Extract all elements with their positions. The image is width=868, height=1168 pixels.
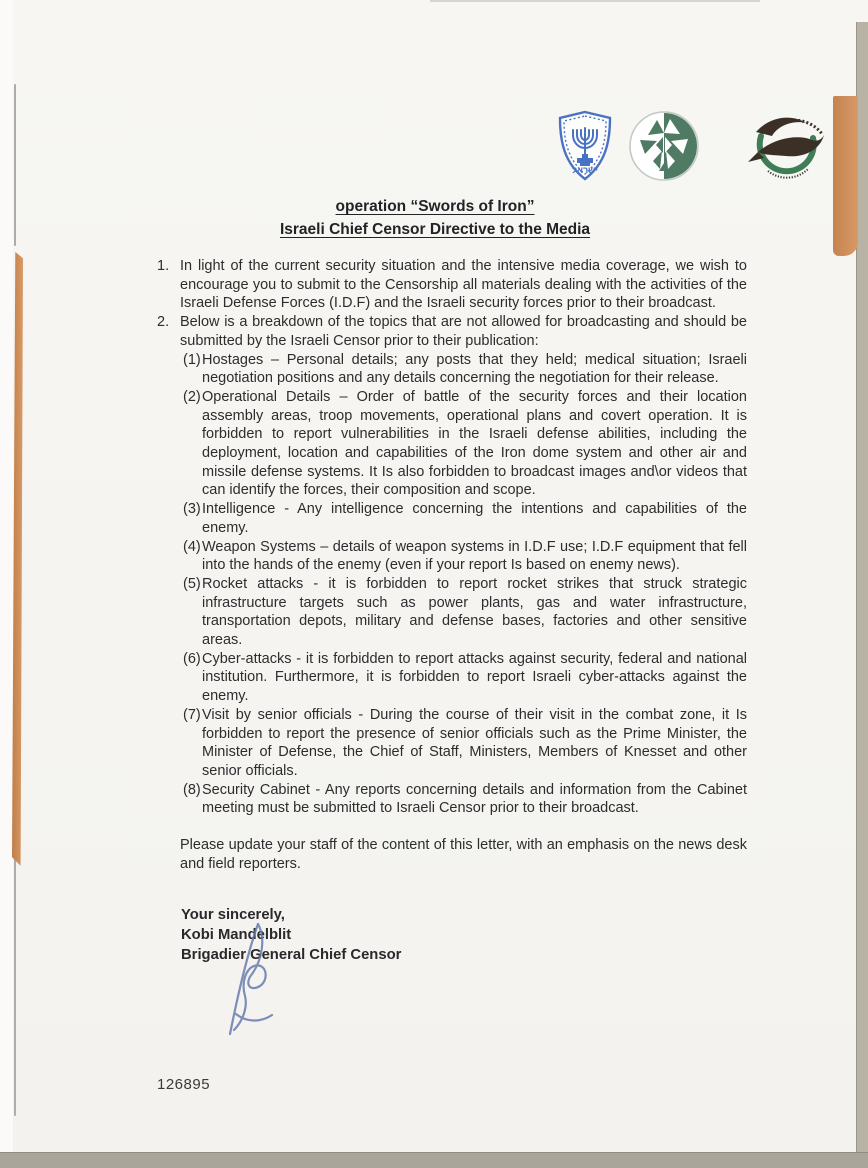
list-item-text: Below is a breakdown of the topics that are not allowed for broadcasting and should be submitted by the Israeli Censor prior to their publication: <box>180 314 747 349</box>
sub-item-text: Hostages – Personal details; any posts that they held; medical situation; Israeli negotiation positions and any details concerning the negotiation for their release. <box>202 351 747 387</box>
sub-item-number: (5) <box>183 575 201 592</box>
israel-state-emblem-icon <box>555 110 615 182</box>
list-item-2 <box>157 313 747 350</box>
document-title-block <box>135 196 735 241</box>
letter-body <box>157 257 747 965</box>
signoff-salutation: Your sincerely, <box>181 906 285 923</box>
sub-item-rocket-attacks <box>183 575 747 650</box>
sub-item-number: (6) <box>183 650 201 667</box>
sub-item-text: Rocket attacks - it is forbidden to report rocket strikes that struck strategic infrastructure targets such as power plants, gas and water infrastructure, transportation depots, military and defense bases, factories and other sensitive areas. <box>202 575 747 649</box>
sub-item-text: Visit by senior officials - During the course of their visit in the combat zone, it Is forbidden to report the presence of senior officials such as the Prime Minister, the Minister of Defense, the Chief of Staff, Ministers, Members of Knesset and other senior officials. <box>202 706 747 779</box>
list-item-1 <box>157 257 747 313</box>
folder-tab-right <box>833 96 858 256</box>
document-subtitle: Israeli Chief Censor Directive to the Media <box>279 220 591 238</box>
scan-edge-bottom <box>0 1152 868 1168</box>
sub-item-text: Security Cabinet - Any reports concerning details and information from the Cabinet meeting must be submitted to Israeli Censor prior to their broadcast. <box>202 781 747 817</box>
sub-item-number: (7) <box>183 706 201 723</box>
reference-number: 126895 <box>157 1076 211 1093</box>
page-edge-line-upper <box>14 84 16 246</box>
sub-item-senior-officials <box>183 706 747 781</box>
sub-item-security-cabinet <box>183 781 747 818</box>
sub-item-hostages <box>183 351 747 388</box>
sub-item-text: Intelligence - Any intelligence concerning the intentions and capabilities of the enemy. <box>202 501 747 536</box>
sub-item-intelligence <box>183 500 747 537</box>
signature-block <box>181 905 747 965</box>
list-item-number: 1. <box>157 258 170 274</box>
sub-item-operational-details <box>183 388 747 500</box>
list-item-number: 2. <box>157 314 170 331</box>
list-item-text: In light of the current security situation and the intensive media coverage, we wish to encourage you to submit to the Censorship all materials dealing with the activities of the Israeli Defense Forces (I.D.F) and the Israeli security forces prior to their broadcast. <box>180 258 747 312</box>
sub-item-number: (1) <box>183 351 201 368</box>
idf-emblem-icon <box>628 109 700 183</box>
sub-item-text: Weapon Systems – details of weapon systems in I.D.F use; I.D.F equipment that fell into the hands of the enemy (even if your report Is based on enemy news). <box>202 538 747 574</box>
scan-left-margin <box>0 0 13 1152</box>
sub-item-number: (4) <box>183 538 201 555</box>
signoff-name: Kobi Mandelblit <box>181 926 292 943</box>
sub-item-number: (8) <box>183 781 201 798</box>
sub-item-number: (3) <box>183 501 201 518</box>
sub-item-text: Cyber-attacks - it is forbidden to report attacks against security, federal and national institution. Furthermore, it is forbidden to report Israeli cyber-attacks against the enemy. <box>202 650 747 705</box>
sub-item-cyber-attacks <box>183 650 747 706</box>
scan-artifact-line <box>430 0 760 2</box>
censor-dove-emblem-icon <box>746 108 828 184</box>
folder-edge-left <box>12 252 23 872</box>
sub-item-weapon-systems <box>183 538 747 575</box>
sub-item-text: Operational Details – Order of battle of the security forces and their location assembly areas, troop movements, operational plans and covert operation. It is forbidden to report vulnerabilities in the Israeli defense abilities, including the deployment, location and capabilities of the Iron dome system and other air and missile defense systems. It Is also forbidden to broadcast images and\or videos that can identify the forces, their composition and scope. <box>202 388 747 499</box>
page-edge-line-lower <box>14 854 16 1116</box>
state-emblem-hebrew-text: ישראל <box>571 165 599 175</box>
closing-paragraph: Please update your staff of the content of this letter, with an emphasis on the news desk and field reporters. <box>180 837 747 872</box>
document-title: operation “Swords of Iron” <box>335 198 535 215</box>
signoff-title: Brigadier General Chief Censor <box>181 946 402 963</box>
sub-item-number: (2) <box>183 388 201 405</box>
